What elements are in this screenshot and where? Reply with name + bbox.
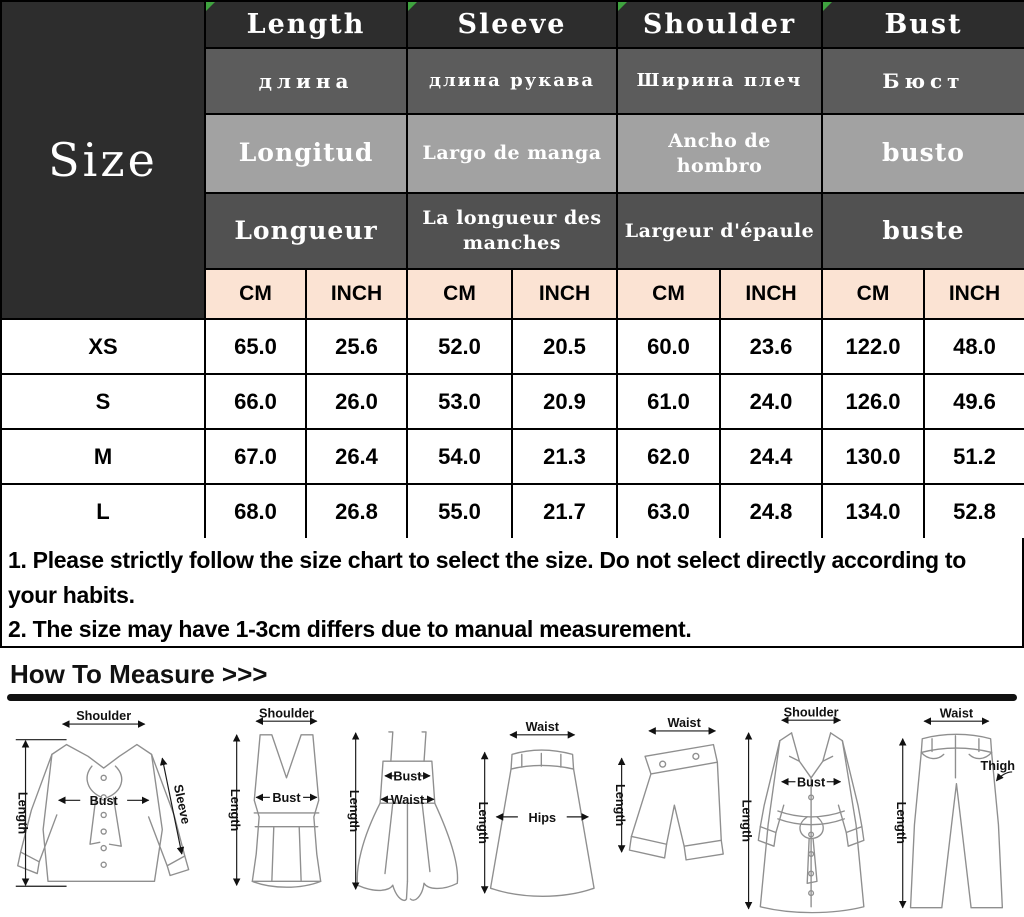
data-cell: 52.0: [408, 320, 513, 375]
col-header-shoulder-fr: Largeur d'épaule: [618, 194, 823, 270]
data-cell: 49.6: [925, 375, 1024, 430]
data-cell: 66.0: [206, 375, 307, 430]
comment-marker-icon: [408, 2, 417, 11]
data-cell: 126.0: [823, 375, 925, 430]
data-cell: 26.0: [307, 375, 408, 430]
col-header-shoulder-es: Ancho de hombro: [618, 115, 823, 194]
col-header-bust-fr: buste: [823, 194, 1024, 270]
data-cell: 20.9: [513, 375, 618, 430]
data-cell: 25.6: [307, 320, 408, 375]
dress-diagram: [342, 705, 471, 917]
data-cell: 51.2: [925, 430, 1024, 485]
data-cell: 63.0: [618, 485, 721, 538]
col-header-sleeve-es: Largo de manga: [408, 115, 618, 194]
size-row-label: L: [2, 485, 206, 538]
data-cell: 65.0: [206, 320, 307, 375]
svg-text:Length: Length: [475, 801, 490, 844]
data-cell: 24.0: [721, 375, 823, 430]
svg-text:Bust: Bust: [89, 794, 118, 809]
svg-text:Length: Length: [346, 789, 361, 833]
col-header-length-en: Length: [206, 2, 408, 49]
col-header-sleeve-ru: длина рукава: [408, 49, 618, 115]
pants-diagram: [891, 705, 1018, 917]
data-cell: 61.0: [618, 375, 721, 430]
unit-header-shoulder-cm: CM: [618, 270, 721, 320]
comment-marker-icon: [206, 2, 215, 11]
tank-top-diagram: [223, 705, 342, 917]
data-cell: 26.4: [307, 430, 408, 485]
data-cell: 23.6: [721, 320, 823, 375]
svg-text:Waist: Waist: [525, 719, 559, 734]
data-cell: 134.0: [823, 485, 925, 538]
unit-header-bust-cm: CM: [823, 270, 925, 320]
svg-text:Waist: Waist: [390, 793, 425, 808]
col-header-bust-en: Bust: [823, 2, 1024, 49]
svg-text:Length: Length: [893, 801, 908, 844]
unit-header-sleeve-inch: INCH: [513, 270, 618, 320]
unit-header-length-cm: CM: [206, 270, 307, 320]
divider-rule: [7, 694, 1017, 701]
measurement-diagrams: [0, 705, 1024, 917]
col-header-length-es: Longitud: [206, 115, 408, 194]
size-row-label: S: [2, 375, 206, 430]
data-cell: 60.0: [618, 320, 721, 375]
size-label: Size: [48, 133, 158, 187]
col-header-sleeve-en: Sleeve: [408, 2, 618, 49]
skirt-diagram: [471, 705, 606, 917]
data-cell: 53.0: [408, 375, 513, 430]
col-header-length-ru: длина: [206, 49, 408, 115]
col-header-bust-es: busto: [823, 115, 1024, 194]
comment-marker-icon: [618, 2, 627, 11]
data-cell: 21.7: [513, 485, 618, 538]
svg-text:Thigh: Thigh: [980, 759, 1016, 774]
svg-text:Bust: Bust: [796, 775, 825, 790]
data-cell: 24.4: [721, 430, 823, 485]
size-notes: [0, 538, 1024, 648]
col-header-shoulder-ru: Ширина плеч: [618, 49, 823, 115]
unit-header-bust-inch: INCH: [925, 270, 1024, 320]
svg-text:Length: Length: [15, 791, 30, 835]
svg-text:Length: Length: [612, 784, 627, 827]
svg-text:Bust: Bust: [393, 769, 422, 784]
svg-text:Waist: Waist: [939, 706, 974, 721]
data-cell: 54.0: [408, 430, 513, 485]
size-row-label: M: [2, 430, 206, 485]
shorts-diagram: [606, 705, 731, 917]
svg-text:Shoulder: Shoulder: [76, 709, 132, 724]
data-cell: 20.5: [513, 320, 618, 375]
size-row-label: XS: [2, 320, 206, 375]
data-cell: 21.3: [513, 430, 618, 485]
svg-text:Length: Length: [739, 799, 754, 842]
col-header-shoulder-en: Shoulder: [618, 2, 823, 49]
svg-text:Hips: Hips: [528, 810, 557, 825]
col-header-sleeve-fr: La longueur des manches: [408, 194, 618, 270]
note-line-2: 2. The size may have 1-3cm differs due to manual measurement.: [8, 616, 692, 642]
comment-marker-icon: [823, 2, 832, 11]
data-cell: 68.0: [206, 485, 307, 538]
col-header-bust-ru: Бюст: [823, 49, 1024, 115]
svg-text:Length: Length: [227, 788, 242, 832]
data-cell: 48.0: [925, 320, 1024, 375]
unit-header-shoulder-inch: INCH: [721, 270, 823, 320]
svg-text:Shoulder: Shoulder: [258, 706, 314, 721]
coat-diagram: [731, 705, 891, 917]
svg-text:Waist: Waist: [667, 716, 701, 731]
note-line-1: 1. Please strictly follow the size chart to select the size. Do not select directly according to your habits.: [8, 547, 966, 608]
unit-header-sleeve-cm: CM: [408, 270, 513, 320]
unit-header-length-inch: INCH: [307, 270, 408, 320]
size-header-cell: [2, 2, 206, 320]
how-to-measure-heading: How To Measure >>>: [10, 659, 268, 689]
data-cell: 55.0: [408, 485, 513, 538]
col-header-length-fr: Longueur: [206, 194, 408, 270]
svg-text:Sleeve: Sleeve: [170, 783, 193, 826]
data-cell: 52.8: [925, 485, 1024, 538]
svg-text:Bust: Bust: [272, 791, 301, 806]
data-cell: 122.0: [823, 320, 925, 375]
data-cell: 24.8: [721, 485, 823, 538]
data-cell: 130.0: [823, 430, 925, 485]
blouse-diagram: [6, 705, 223, 917]
data-cell: 26.8: [307, 485, 408, 538]
svg-text:Shoulder: Shoulder: [783, 705, 839, 720]
data-cell: 67.0: [206, 430, 307, 485]
data-cell: 62.0: [618, 430, 721, 485]
